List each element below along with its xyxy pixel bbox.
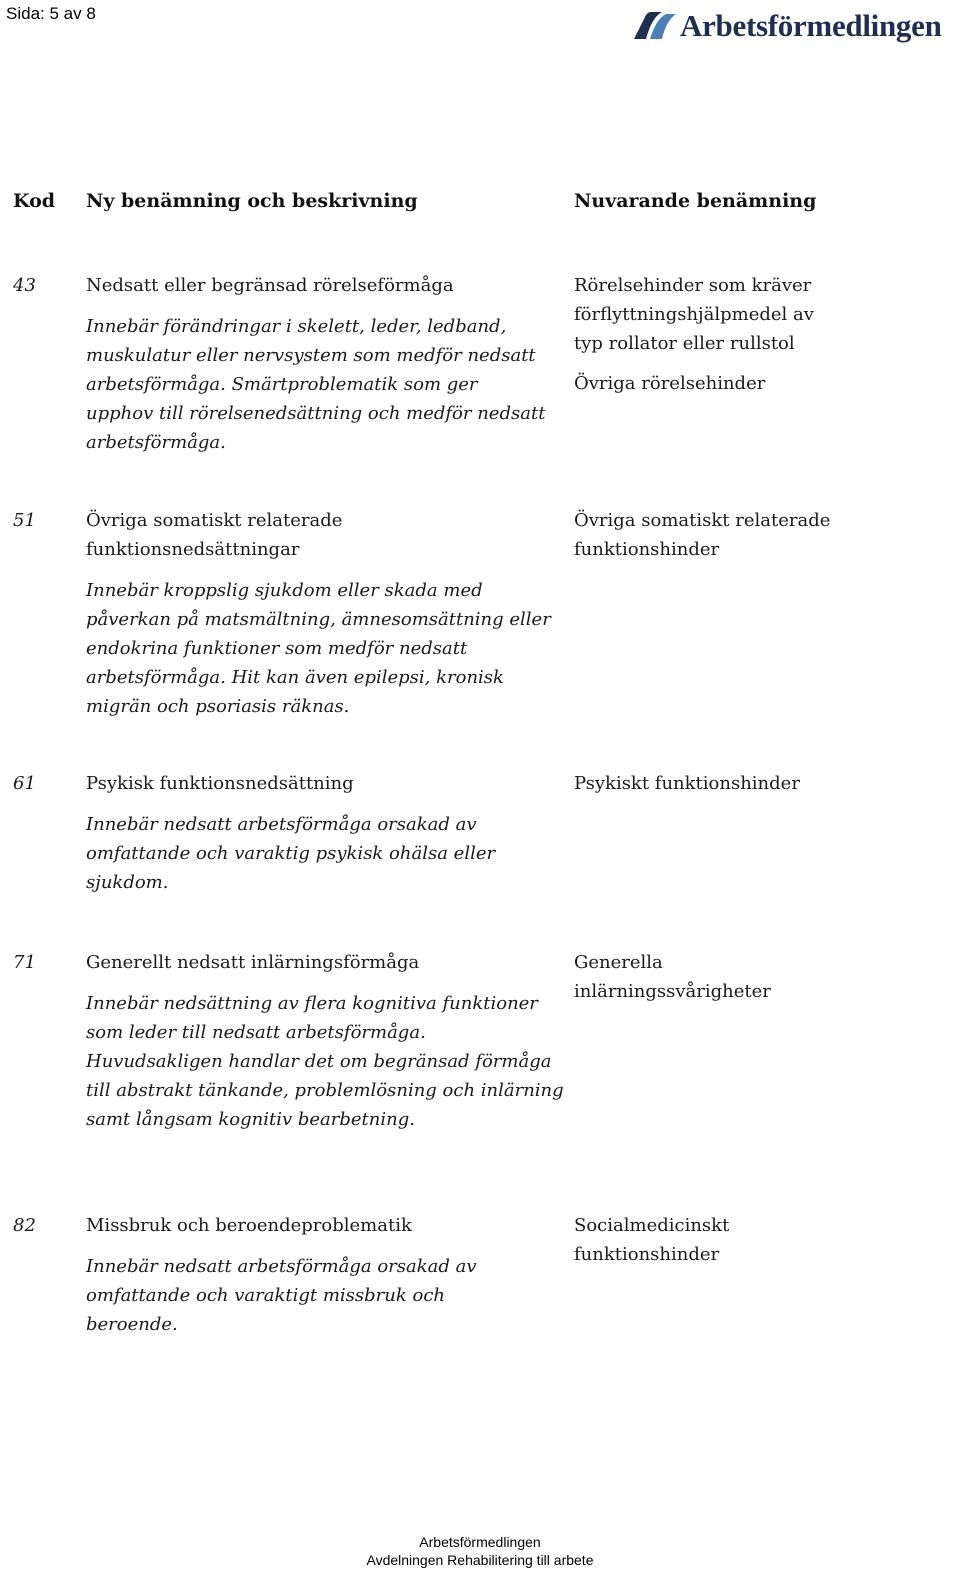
row-title: Nedsatt eller begränsad rörelseförmåga [86,275,454,296]
page-number: Sida: 5 av 8 [6,4,96,23]
header-new-name: Ny benämning och beskrivning [86,190,418,212]
row-current-name: Psykiskt funktionshinder [574,773,800,794]
logo-mark-icon [632,11,678,41]
arbetsformedlingen-logo [632,4,942,48]
row-current-name: Övriga rörelsehinder [574,373,766,394]
row-current-name: Rörelsehinder som kräver förflyttningshjälpmedel av typ rollator eller rullstol [574,275,814,354]
row-description: Innebär förändringar i skelett, leder, ledband, muskulatur eller nervsystem som medför nedsatt arbetsförmåga. Smärtproblematik som ger upphov till rörelsenedsättning och medför nedsatt arbetsförmåga. [86,316,546,453]
header-code: Kod [13,190,56,212]
footer-department: Avdelningen Rehabilitering till arbete [366,1552,594,1568]
row-title: Generellt nedsatt inlärningsförmåga [86,952,420,973]
row-code: 51 [13,510,36,531]
footer-organization: Arbetsförmedlingen [419,1534,541,1550]
row-title: Missbruk och beroendeproblematik [86,1215,412,1236]
row-code: 71 [13,952,36,973]
row-description: Innebär nedsatt arbetsförmåga orsakad av omfattande och varaktigt missbruk och beroende. [86,1256,477,1335]
row-code: 43 [13,275,36,296]
row-title: Övriga somatiskt relaterade funktionsnedsättningar [86,510,343,560]
row-code: 61 [13,773,36,794]
row-description: Innebär nedsatt arbetsförmåga orsakad av omfattande och varaktig psykisk ohälsa eller sjukdom. [86,814,496,893]
logo-text: Arbetsförmedlingen [680,8,942,43]
row-current-name: Övriga somatiskt relaterade funktionshinder [574,510,831,560]
row-code: 82 [13,1215,36,1236]
row-title: Psykisk funktionsnedsättning [86,773,354,794]
row-current-name: Socialmedicinskt funktionshinder [574,1215,730,1265]
header-current-name: Nuvarande benämning [574,190,817,212]
row-current-name: Generella inlärningssvårigheter [574,952,771,1002]
row-description: Innebär nedsättning av flera kognitiva funktioner som leder till nedsatt arbetsförmåga. Huvudsakligen handlar det om begränsad förmåga till abstrakt tänkande, problemlösning och inlärning samt långsam kognitiv bearbetning. [86,993,564,1130]
row-description: Innebär kroppslig sjukdom eller skada med påverkan på matsmältning, ämnesomsättning eller endokrina funktioner som medför nedsatt arbetsförmåga. Hit kan även epilepsi, kronisk migrän och psoriasis räknas. [86,580,551,717]
